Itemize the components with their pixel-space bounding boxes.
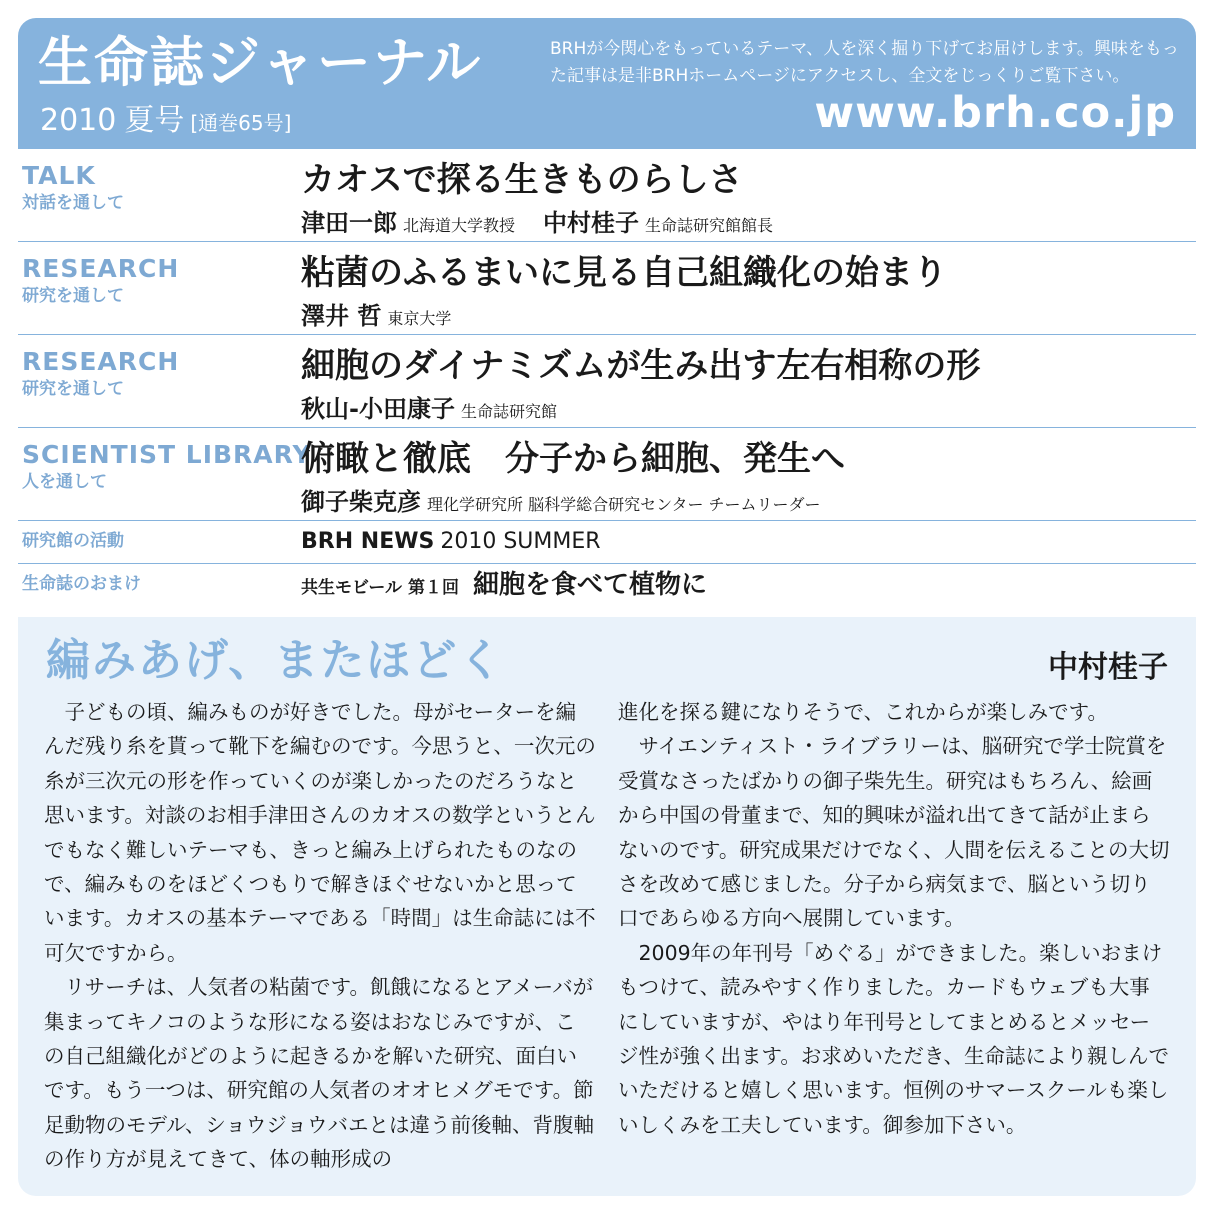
toc-row-talk[interactable]	[18, 149, 1196, 242]
person-name: 澤井 哲	[301, 302, 382, 330]
bonus-episode: 第１回	[407, 578, 459, 598]
toc-row-activities[interactable]	[18, 521, 1196, 564]
editorial-title: 編みあげ、またほどく	[46, 635, 505, 686]
editorial	[18, 617, 1196, 1196]
category-en: RESEARCH	[22, 254, 180, 283]
magazine-title: 生命誌ジャーナル	[38, 31, 483, 94]
person-name: 津田一郎	[301, 209, 397, 237]
bonus-series: 共生モビール	[301, 578, 402, 598]
person-affiliation: 理化学研究所 脳科学総合研究センター チームリーダー	[427, 495, 821, 514]
editorial-author: 中村桂子	[1048, 650, 1168, 685]
issue-year: 2010	[40, 103, 117, 138]
paragraph: リサーチは、人気者の粘菌です。飢餓になるとアメーバが集まってキノコのような形になる姿はおなじみですが、この自己組織化がどのように起きるかを解いた研究、面白いです。もう一つは、研究館の人気者のオオヒメグモです。節足動物のモデル、ショウジョウバエとは違う前後軸、背腹軸の作り方が見えてきて、体の軸形成の	[44, 975, 595, 1172]
toc-row-research-1[interactable]	[18, 242, 1196, 335]
bonus-headline: 細胞を食べて植物に	[472, 570, 707, 600]
article-title: 俯瞰と徹底 分子から細胞、発生へ	[301, 439, 845, 479]
article-title: 粘菌のふるまいに見る自己組織化の始まり	[301, 253, 947, 293]
toc-row-bonus[interactable]	[18, 564, 1196, 607]
category-ja: 研究を通して	[22, 286, 124, 306]
person-name: 御子柴克彦	[301, 488, 421, 516]
paragraph: 子どもの頃、編みものが好きでした。母がセーターを編んだ残り糸を貰って靴下を編むのです。今思うと、一次元の糸が三次元の形を作っていくのが楽しかったのだろうなと思います。対談のお相手津田さんのカオスの数学というとんでもなく難しいテーマも、きっと編み上げられたものなので、編みものをほどくつもりで解きほぐせないかと思っています。カオスの基本テーマである「時間」は生命誌には不可欠ですから。	[44, 700, 596, 965]
person-affiliation: 生命誌研究館館長	[645, 216, 774, 235]
article-title: カオスで探る生きものらしさ	[301, 160, 743, 200]
news-issue: 2010 SUMMER	[440, 529, 601, 554]
paragraph: 進化を探る鍵になりそうで、これからが楽しみです。	[618, 700, 1108, 724]
category-en: TALK	[22, 161, 96, 190]
category-label: 研究館の活動	[22, 531, 124, 551]
editorial-left-column	[44, 695, 596, 1177]
table-of-contents	[18, 149, 1196, 607]
byline	[301, 490, 849, 514]
news-title	[301, 531, 601, 553]
byline	[301, 211, 801, 235]
person-name: 秋山-小田康子	[301, 395, 455, 423]
paragraph: サイエンティスト・ライブラリーは、脳研究で学士院賞を受賞なさったばかりの御子柴先生。研究はもちろん、絵画から中国の骨董まで、知的興味が溢れ出てきて話が止まらないのです。研究成果だけでなく、人間を伝えることの大切さを改めて感じました。分子から病気まで、脳という切り口であらゆる方向へ展開しています。	[618, 734, 1170, 931]
website-url[interactable]: www.brh.co.jp	[814, 88, 1176, 138]
category-label: 生命誌のおまけ	[22, 574, 141, 594]
masthead	[18, 18, 1196, 149]
category-ja: 対話を通して	[22, 193, 124, 213]
category-en: SCIENTIST LIBRARY	[22, 440, 312, 469]
article-title: 細胞のダイナミズムが生み出す左右相称の形	[301, 346, 981, 386]
person-affiliation: 北海道大学教授	[403, 216, 516, 235]
issue-season: 夏号	[124, 103, 185, 138]
bonus-title	[301, 572, 707, 598]
category-ja: 人を通して	[22, 472, 107, 492]
toc-row-scientist-library[interactable]	[18, 428, 1196, 521]
byline	[301, 397, 585, 421]
byline	[301, 304, 479, 328]
person-name: 中村桂子	[543, 209, 640, 237]
paragraph: 2009年の年刊号「めぐる」ができました。楽しいおまけもつけて、読みやすく作りました。カードもウェブも大事にしていますが、やはり年刊号としてまとめるとメッセージ性が強く出ます。お求めいただき、生命誌により親しんでいただけると嬉しく思います。恒例のサマースクールも楽しいしくみを工夫しています。御参加下さい。	[618, 940, 1170, 1137]
intro-text: BRHが今関心をもっているテーマ、人を深く掘り下げてお届けします。興味をもった記事は是非BRHホームページにアクセスし、全文をじっくりご覧下さい。	[550, 39, 1179, 86]
toc-row-research-2[interactable]	[18, 335, 1196, 428]
news-bold: BRH NEWS	[301, 529, 435, 554]
person-affiliation: 東京大学	[387, 309, 452, 328]
issue-info	[40, 103, 292, 138]
category-ja: 研究を通して	[22, 379, 124, 399]
category-en: RESEARCH	[22, 347, 180, 376]
issue-volume: [通巻65号]	[190, 111, 292, 135]
editorial-right-column	[618, 695, 1170, 1142]
person-affiliation: 生命誌研究館	[460, 402, 557, 421]
